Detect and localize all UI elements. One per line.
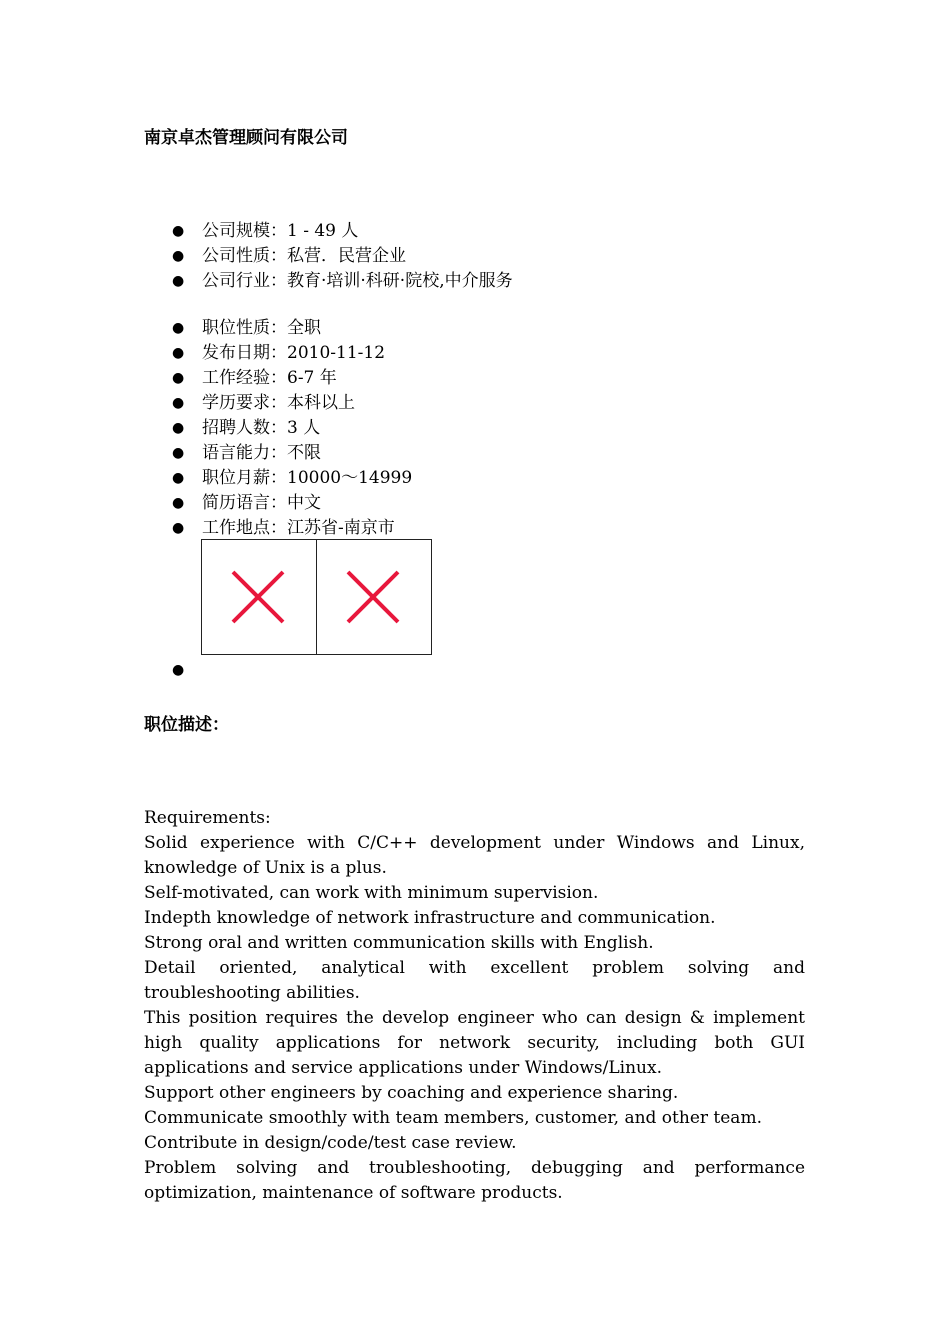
item-value: 江苏省-南京市 xyxy=(287,518,395,538)
bullet-icon: ● xyxy=(172,273,185,289)
company-name: 南京卓杰管理顾问有限公司 xyxy=(144,128,348,148)
broken-image-x-icon xyxy=(344,568,402,626)
job-description xyxy=(144,806,805,1206)
list-item xyxy=(144,316,412,341)
bullet-icon: ● xyxy=(172,395,185,411)
item-label: 发布日期： xyxy=(202,343,287,363)
description-line: Support other engineers by coaching and experience sharing. xyxy=(144,1083,679,1103)
bullet-icon: ● xyxy=(172,248,185,264)
item-value: 本科以上 xyxy=(287,393,355,413)
company-info-list xyxy=(144,219,513,294)
item-label: 职位月薪： xyxy=(202,468,287,488)
section-title: 职位描述： xyxy=(144,715,229,735)
item-label: 语言能力： xyxy=(202,443,287,463)
broken-image-x-icon xyxy=(229,568,287,626)
bullet-icon: ● xyxy=(172,223,185,239)
item-label: 工作经验： xyxy=(202,368,287,388)
item-label: 公司行业： xyxy=(202,271,287,291)
list-item xyxy=(144,391,412,416)
description-line: Communicate smoothly with team members, customer, and other team. xyxy=(144,1108,762,1128)
list-item xyxy=(144,269,513,294)
item-label: 学历要求： xyxy=(202,393,287,413)
broken-image xyxy=(201,539,317,655)
bullet-icon: ● xyxy=(172,420,185,436)
bullet-icon: ● xyxy=(172,445,185,461)
description-line: Problem solving and troubleshooting, debugging and performance optimization, maintenance of software products. xyxy=(144,1158,805,1203)
list-item xyxy=(144,491,412,516)
item-label: 公司性质： xyxy=(202,246,287,266)
list-item xyxy=(144,466,412,491)
description-line: Solid experience with C/C++ development under Windows and Linux, knowledge of Unix is a plus. xyxy=(144,833,805,878)
list-item xyxy=(144,219,513,244)
item-value: 1 - 49 人 xyxy=(287,221,359,241)
bullet-icon: ● xyxy=(172,520,185,536)
list-item xyxy=(144,341,412,366)
item-label: 招聘人数： xyxy=(202,418,287,438)
item-value: 6-7 年 xyxy=(287,368,337,388)
list-item xyxy=(144,441,412,466)
bullet-icon: ● xyxy=(172,370,185,386)
job-info-list xyxy=(144,316,412,541)
list-item xyxy=(144,244,513,269)
bullet-icon: ● xyxy=(172,320,185,336)
description-line: Indepth knowledge of network infrastructure and communication. xyxy=(144,908,716,928)
item-value: 全职 xyxy=(287,318,321,338)
bullet-icon: ● xyxy=(172,662,185,678)
item-label: 公司规模： xyxy=(202,221,287,241)
item-value: 私营．民营企业 xyxy=(287,246,406,266)
description-line: Requirements: xyxy=(144,808,271,828)
list-item xyxy=(144,416,412,441)
item-label: 工作地点： xyxy=(202,518,287,538)
broken-image-row xyxy=(201,539,432,655)
bullet-icon: ● xyxy=(172,470,185,486)
item-label: 职位性质： xyxy=(202,318,287,338)
item-value: 10000～14999 xyxy=(287,468,413,488)
item-value: 中文 xyxy=(287,493,321,513)
item-label: 简历语言： xyxy=(202,493,287,513)
bullet-icon: ● xyxy=(172,345,185,361)
description-line: Self-motivated, can work with minimum supervision. xyxy=(144,883,599,903)
description-line: This position requires the develop engineer who can design & implement high quality applications for network security, including both GUI applications and service applications under Windows/Linux. xyxy=(144,1008,805,1078)
description-line: Detail oriented, analytical with excellent problem solving and troubleshooting abilities. xyxy=(144,958,805,1003)
item-value: 3 人 xyxy=(287,418,321,438)
item-value: 2010-11-12 xyxy=(287,343,386,363)
broken-image xyxy=(317,539,432,655)
item-value: 不限 xyxy=(287,443,321,463)
list-item xyxy=(144,366,412,391)
item-value: 教育·培训·科研·院校,中介服务 xyxy=(287,271,513,291)
bullet-icon: ● xyxy=(172,495,185,511)
description-line: Strong oral and written communication skills with English. xyxy=(144,933,654,953)
description-line: Contribute in design/code/test case review. xyxy=(144,1133,517,1153)
list-item xyxy=(144,516,412,541)
